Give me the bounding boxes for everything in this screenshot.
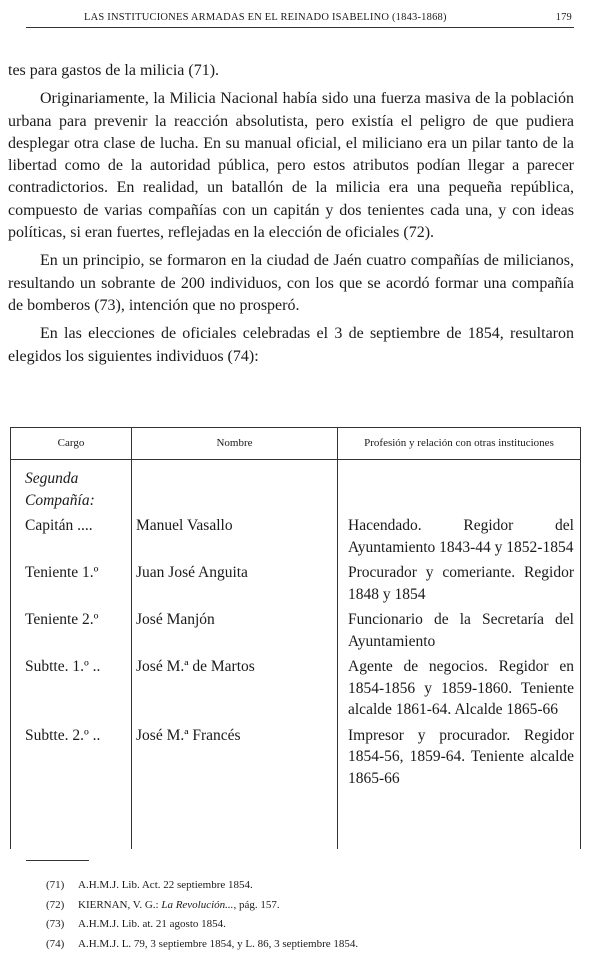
body-text — [8, 60, 574, 374]
footnote-number: (72) — [46, 898, 65, 911]
footnote-number: (74) — [46, 937, 65, 950]
cargo-cell: Capitán .... — [11, 515, 132, 562]
footnote — [46, 876, 566, 896]
running-title: LAS INSTITUCIONES ARMADAS EN EL REINADO ISABELINO (1843-1868) — [84, 12, 447, 23]
column-header-cargo: Cargo — [11, 428, 132, 460]
footnote-number: (71) — [46, 879, 65, 891]
cargo-cell: Teniente 2.º — [11, 609, 132, 656]
paragraph-continuation: tes para gastos de la milicia (71). — [8, 62, 220, 79]
nombre-cell: José Manjón — [132, 609, 338, 656]
cargo-cell: Subtte. 1.º .. — [11, 656, 132, 725]
section-title: Segunda Compañía: — [11, 468, 132, 515]
cargo-cell: Teniente 1.º — [11, 562, 132, 609]
footnote — [46, 935, 566, 955]
nombre-cell: Juan José Anguita — [132, 562, 338, 609]
nombre-cell: Manuel Vasallo — [132, 515, 338, 562]
profesion-cell: Impresor y procurador. Regidor 1854-56, 1859-64. Teniente alcalde 1865-66 — [338, 725, 581, 850]
table-row — [11, 609, 581, 656]
profesion-cell: Procurador y comeriante. Regidor 1848 y 1854 — [338, 562, 581, 609]
nombre-cell: José M.ª de Martos — [132, 656, 338, 725]
footnote-rule — [26, 860, 89, 861]
footnote-work-title: La Revolución... — [161, 898, 234, 911]
table-row — [11, 515, 581, 562]
paragraph: En un principio, se formaron en la ciudad de Jaén cuatro compañías de milicianos, resultando un sobrante de 200 individuos, con los que se acordó formar una compañía de bomberos (73), intención que no prosperó. — [8, 252, 574, 314]
column-header-profesion: Profesión y relación con otras instituciones — [338, 428, 581, 460]
footnote-text: A.H.M.J. Lib. at. 21 agosto 1854. — [78, 918, 226, 930]
nombre-cell: José M.ª Francés — [132, 725, 338, 850]
profesion-cell: Funcionario de la Secretaría del Ayuntamiento — [338, 609, 581, 656]
page-number: 179 — [555, 12, 572, 23]
officers-table — [10, 427, 581, 849]
table-row — [11, 725, 581, 850]
profesion-cell: Hacendado. Regidor del Ayuntamiento 1843-44 y 1852-1854 — [338, 515, 581, 562]
paragraph: Originariamente, la Milicia Nacional había sido una fuerza masiva de la población urbana para prevenir la reacción absolutista, pero existía el peligro de que pudiera desplegar otra clase de lucha. En su manual oficial, el miliciano era un pilar tanto de la libertad como de la autoridad pública, pero estos atributos podían llegar a parecer contradictorios. En realidad, un batallón de la milicia era una pequeña república, compuesto de varias compañías con un capitán y dos tenientes cada una, y con ideas políticas, si eran fuertes, reflejadas en la elección de oficiales (72). — [8, 90, 574, 242]
footnote-text: A.H.M.J. Lib. Act. 22 septiembre 1854. — [78, 879, 253, 891]
footnote — [46, 915, 566, 935]
footnote — [46, 896, 566, 916]
footnote-text-tail: , pág. 157. — [233, 898, 280, 911]
footnote-text: A.H.M.J. L. 79, 3 septiembre 1854, y L. 86, 3 septiembre 1854. — [78, 937, 359, 950]
profesion-cell: Agente de negocios. Regidor en 1854-1856 y 1859-1860. Teniente alcalde 1861-64. Alcalde 1865-66 — [338, 656, 581, 725]
footnote-text: KIERNAN, V. G.: — [78, 898, 162, 911]
table-section-row — [11, 468, 581, 515]
table-row — [11, 562, 581, 609]
table-row — [11, 656, 581, 725]
footnotes — [46, 876, 566, 954]
running-header — [26, 9, 574, 28]
column-header-nombre: Nombre — [132, 428, 338, 460]
paragraph: En las elecciones de oficiales celebradas el 3 de septiembre de 1854, resultaron elegidos los siguientes individuos (74): — [8, 325, 574, 365]
footnote-number: (73) — [46, 918, 65, 930]
table-header-row — [11, 428, 581, 460]
cargo-cell: Subtte. 2.º .. — [11, 725, 132, 850]
